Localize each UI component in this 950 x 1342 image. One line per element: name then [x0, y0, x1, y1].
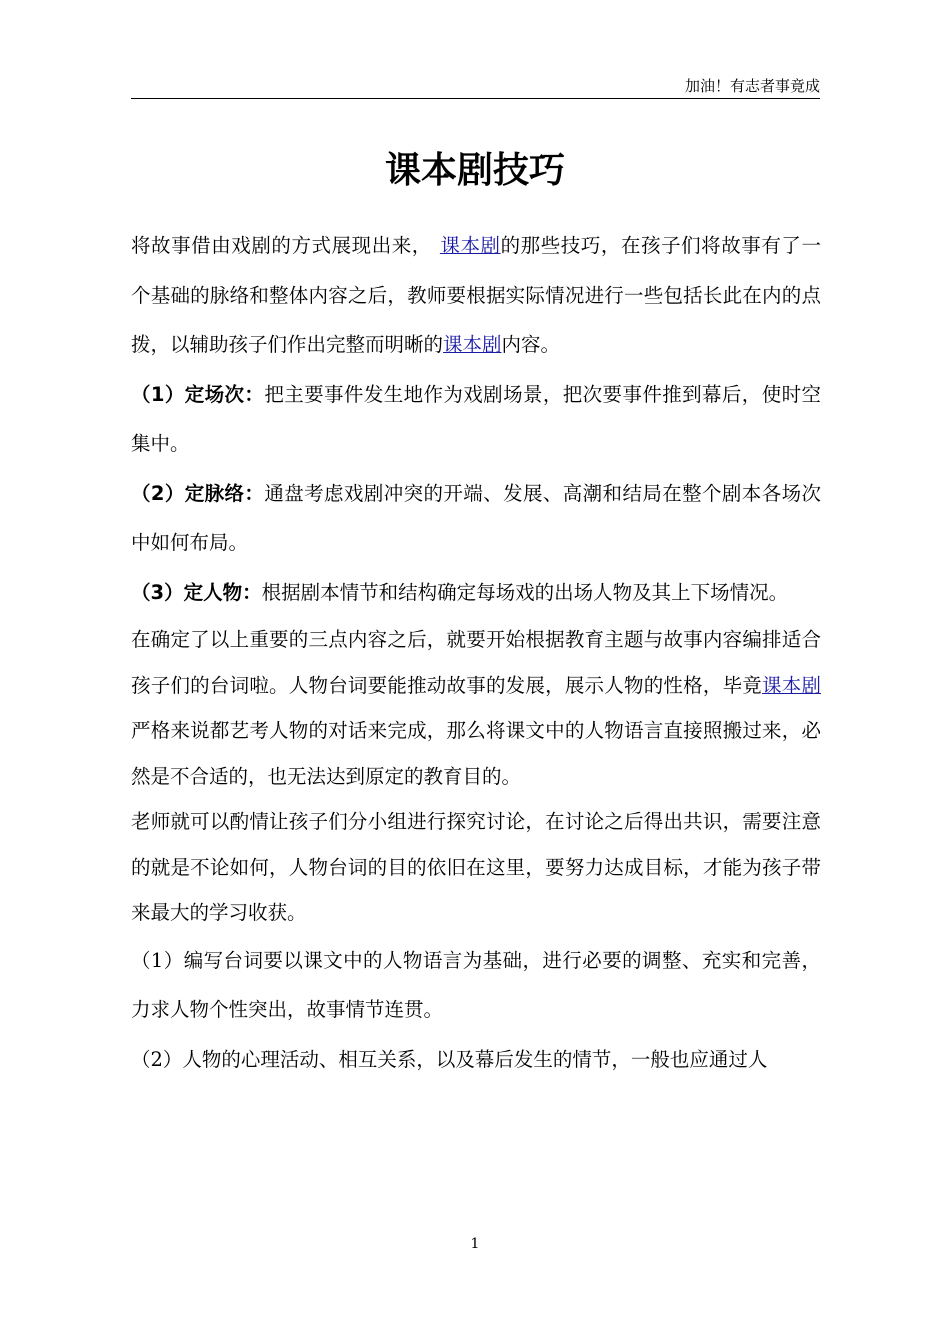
list-item — [131, 568, 821, 618]
para2-text-a: 在确定了以上重要的三点内容之后，就要开始根据教育主题与故事内容编排适合孩子们的台词啦。人物台词要能推动故事的发展，展示人物的性格，毕竟 — [131, 628, 821, 697]
intro-text-a: 将故事借由戏剧的方式展现出来， — [131, 234, 432, 257]
item-text: 通盘考虑戏剧冲突的开端、发展、高潮和结局在整个剧本各场次中如何布局。 — [131, 481, 821, 554]
list-item: （2）人物的心理活动、相互关系，以及幕后发生的情节，一般也应通过人 — [131, 1047, 768, 1071]
paragraph-dialogue — [131, 617, 821, 799]
paragraph-discussion: 老师就可以酌情让孩子们分小组进行探究讨论，在讨论之后得出共识，需要注意的就是不论如何，人物台词的目的依旧在这里，要努力达成目标，才能为孩子带来最大的学习收获。 — [131, 810, 821, 924]
item-label: （2）定脉络： — [131, 481, 265, 505]
keben-ju-link[interactable]: 课本剧 — [443, 333, 502, 356]
document-body — [131, 221, 821, 1084]
para2-text-b: 严格来说都艺考人物的对话来完成，那么将课文中的人物语言直接照搬过来，必然是不合适的，也无法达到原定的教育目的。 — [131, 719, 821, 788]
keben-ju-link[interactable]: 课本剧 — [762, 673, 821, 697]
list-item — [131, 370, 821, 469]
item-label: （3）定人物： — [131, 580, 262, 604]
page-header — [131, 76, 820, 99]
list-item — [131, 469, 821, 568]
page-number: 1 — [470, 1236, 480, 1252]
item-label: （1）定场次： — [131, 382, 265, 406]
keben-ju-link[interactable]: 课本剧 — [439, 234, 501, 257]
document-title: 课本剧技巧 — [384, 150, 565, 191]
item-text: 根据剧本情节和结构确定每场戏的出场人物及其上下场情况。 — [261, 580, 789, 604]
header-motto: 加油！有志者事竟成 — [684, 77, 820, 95]
list-item: （1）编写台词要以课文中的人物语言为基础，进行必要的调整、充实和完善，力求人物个性突出，故事情节连贯。 — [131, 948, 821, 1021]
intro-paragraph — [131, 221, 821, 370]
intro-text-b: 的那些技巧，在孩子们将故事有了一个基础的脉络和整体内容之后，教师要根据实际情况进行一些包括长此在内的点拨，以辅助孩子们作出完整而明晰的 — [131, 234, 821, 356]
item-text: 把主要事件发生地作为戏剧场景，把次要事件推到幕后，使时空集中。 — [131, 382, 821, 455]
intro-text-c: 内容。 — [501, 333, 561, 356]
